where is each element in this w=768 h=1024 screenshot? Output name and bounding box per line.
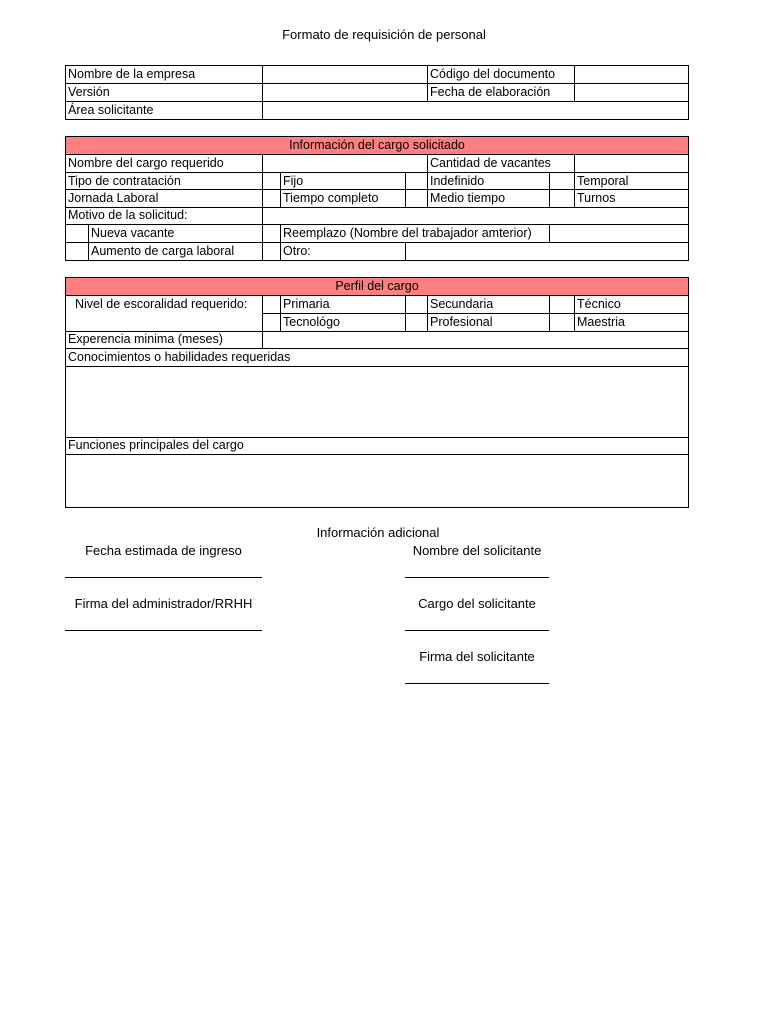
elaboration-date-label: Fecha de elaboración <box>430 85 551 99</box>
document-code-label: Código del documento <box>430 67 556 81</box>
previous-worker-field[interactable] <box>550 225 687 241</box>
experience-field[interactable] <box>263 332 687 348</box>
reason-workload-label: Aumento de carga laboral <box>91 244 235 258</box>
reason-workload-checkbox[interactable] <box>66 243 88 259</box>
start-date-line[interactable] <box>65 577 262 578</box>
workday-full-checkbox[interactable] <box>263 190 280 206</box>
position-info-header: Información del cargo solicitado <box>289 138 465 152</box>
workday-half-checkbox[interactable] <box>406 190 427 206</box>
admin-signature-line[interactable] <box>65 630 262 631</box>
reason-new-checkbox[interactable] <box>66 225 88 241</box>
reason-replacement-label: Reemplazo (Nombre del trabajador amterior) <box>283 226 532 240</box>
company-name-label: Nombre de la empresa <box>68 67 196 81</box>
contract-fixed-checkbox[interactable] <box>263 173 280 189</box>
reason-other-checkbox[interactable] <box>263 243 280 259</box>
additional-info-header: Información adicional <box>316 525 440 540</box>
reason-other-field[interactable] <box>406 243 687 259</box>
edu-master-checkbox[interactable] <box>550 314 574 330</box>
requester-signature-label: Firma del solicitante <box>419 649 535 664</box>
functions-label: Funciones principales del cargo <box>68 438 244 452</box>
form-title: Formato de requisición de personal <box>282 27 486 42</box>
contract-fixed-label: Fijo <box>283 174 304 188</box>
edu-technical-label: Técnico <box>577 297 621 311</box>
contract-indefinite-checkbox[interactable] <box>406 173 427 189</box>
company-name-field[interactable] <box>263 66 427 83</box>
workday-shifts-label: Turnos <box>577 191 616 205</box>
requester-position-label: Cargo del solicitante <box>418 596 536 611</box>
requester-name-line[interactable] <box>405 577 549 578</box>
workday-full-label: Tiempo completo <box>283 191 379 205</box>
edu-technologist-label: Tecnológo <box>283 315 340 329</box>
skills-label: Conocimientos o habilidades requeridas <box>68 350 291 364</box>
edu-master-label: Maestria <box>577 315 625 329</box>
edu-professional-checkbox[interactable] <box>406 314 427 330</box>
vacancies-label: Cantidad de vacantes <box>430 156 551 170</box>
version-label: Versión <box>68 85 110 99</box>
contract-indefinite-label: Indefinido <box>430 174 485 188</box>
workday-half-label: Medio tiempo <box>430 191 506 205</box>
start-date-label: Fecha estimada de ingreso <box>85 543 242 558</box>
requester-signature-line[interactable] <box>405 683 549 684</box>
job-name-field[interactable] <box>263 155 427 172</box>
contract-temporary-checkbox[interactable] <box>550 173 574 189</box>
admin-signature-label: Firma del administrador/RRHH <box>74 596 253 611</box>
reason-new-label: Nueva vacante <box>91 226 175 240</box>
contract-type-label: Tipo de contratación <box>68 174 181 188</box>
request-reason-field[interactable] <box>263 208 687 224</box>
workday-label: Jornada Laboral <box>68 191 159 205</box>
edu-technologist-checkbox[interactable] <box>263 314 280 330</box>
education-level-label: Nivel de escoralidad requerido: <box>75 297 248 311</box>
edu-technical-checkbox[interactable] <box>550 296 574 312</box>
requesting-area-label: Área solicitante <box>68 103 154 117</box>
edu-secondary-label: Secundaria <box>430 297 494 311</box>
version-field[interactable] <box>263 84 427 101</box>
experience-label: Experencia minima (meses) <box>68 332 223 346</box>
edu-primary-checkbox[interactable] <box>263 296 280 312</box>
edu-secondary-checkbox[interactable] <box>406 296 427 312</box>
vacancies-field[interactable] <box>575 155 687 172</box>
requesting-area-field[interactable] <box>263 102 687 119</box>
request-reason-label: Motivo de la solicitud: <box>68 208 188 222</box>
skills-textarea[interactable] <box>66 367 688 436</box>
contract-temporary-label: Temporal <box>577 174 629 188</box>
edu-professional-label: Profesional <box>430 315 493 329</box>
reason-replacement-checkbox[interactable] <box>263 225 280 241</box>
requester-position-line[interactable] <box>405 630 549 631</box>
profile-header: Perfil del cargo <box>335 279 419 293</box>
functions-textarea[interactable] <box>66 455 688 506</box>
edu-primary-label: Primaria <box>283 297 330 311</box>
reason-other-label: Otro: <box>283 244 311 258</box>
job-name-label: Nombre del cargo requerido <box>68 156 224 170</box>
workday-shifts-checkbox[interactable] <box>550 190 574 206</box>
elaboration-date-field[interactable] <box>575 84 687 101</box>
document-code-field[interactable] <box>575 66 687 83</box>
requester-name-label: Nombre del solicitante <box>412 543 542 558</box>
